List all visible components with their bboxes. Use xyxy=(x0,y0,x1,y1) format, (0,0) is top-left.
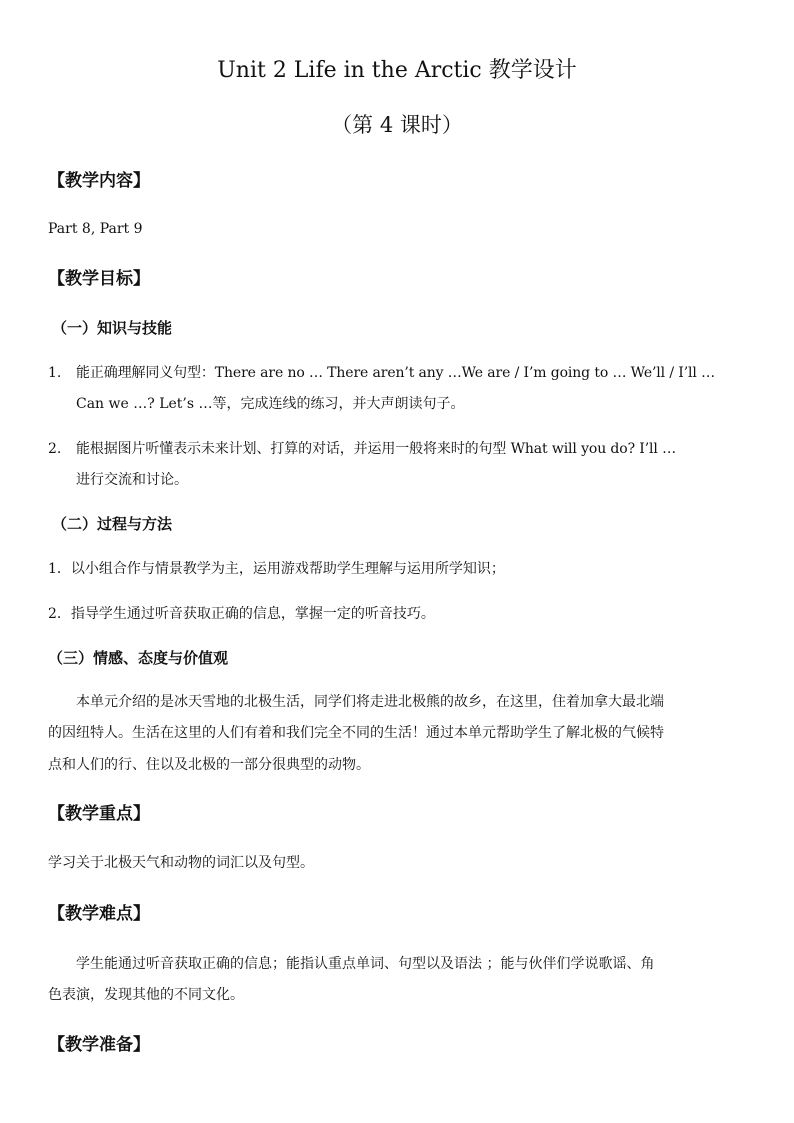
list-item-number: 1. xyxy=(48,365,62,381)
list-item-number: 2. xyxy=(48,441,62,457)
paragraph-line: 的因纽特人。生活在这里的人们有着和我们完全不同的生活！通过本单元帮助学生了解北极的气候特 xyxy=(48,725,664,741)
paragraph-line: 本单元介绍的是冰天雪地的北极生活，同学们将走进北极熊的故乡，在这里，住着加拿大最北端 xyxy=(76,694,664,710)
document-subtitle: （第 4 课时） xyxy=(331,113,463,137)
subheading-emotion: （三）情感、态度与价值观 xyxy=(48,649,229,667)
paragraph-line: 色表演，发现其他的不同文化。 xyxy=(48,987,244,1003)
subheading-knowledge: （一）知识与技能 xyxy=(52,319,173,337)
paragraph-line: 点和人们的行、住以及北极的一部分很典型的动物。 xyxy=(48,757,370,773)
list-item: 2．指导学生通过听音获取正确的信息，掌握一定的听音技巧。 xyxy=(48,606,435,622)
section-heading-difficulties: 【教学难点】 xyxy=(48,904,150,924)
list-item-text: 能正确理解同义句型：There are no … There aren’t any …We are / I’m going to … We’ll / I’ll … xyxy=(76,365,715,381)
list-item-text: 进行交流和讨论。 xyxy=(76,472,188,488)
section-heading-key-points: 【教学重点】 xyxy=(48,804,150,824)
list-item: 1．以小组合作与情景教学为主，运用游戏帮助学生理解与运用所学知识； xyxy=(48,561,505,577)
section-heading-preparation: 【教学准备】 xyxy=(48,1035,150,1055)
paragraph-line: 学生能通过听音获取正确的信息；能指认重点单词、句型以及语法 ；能与伙伴们学说歌谣、角 xyxy=(76,956,655,972)
section-heading-objectives: 【教学目标】 xyxy=(48,269,150,289)
key-points-text: 学习关于北极天气和动物的词汇以及句型。 xyxy=(48,855,314,871)
list-item-text: 能根据图片听懂表示未来计划、打算的对话，并运用一般将来时的句型 What will you do? I’ll … xyxy=(76,441,676,457)
list-item-text: Can we …? Let’s …等，完成连线的练习，并大声朗读句子。 xyxy=(76,396,465,412)
section-heading-content: 【教学内容】 xyxy=(48,171,150,191)
content-text: Part 8, Part 9 xyxy=(48,221,143,237)
subheading-process: （二）过程与方法 xyxy=(52,515,173,533)
document-title: Unit 2 Life in the Arctic 教学设计 xyxy=(217,58,577,83)
